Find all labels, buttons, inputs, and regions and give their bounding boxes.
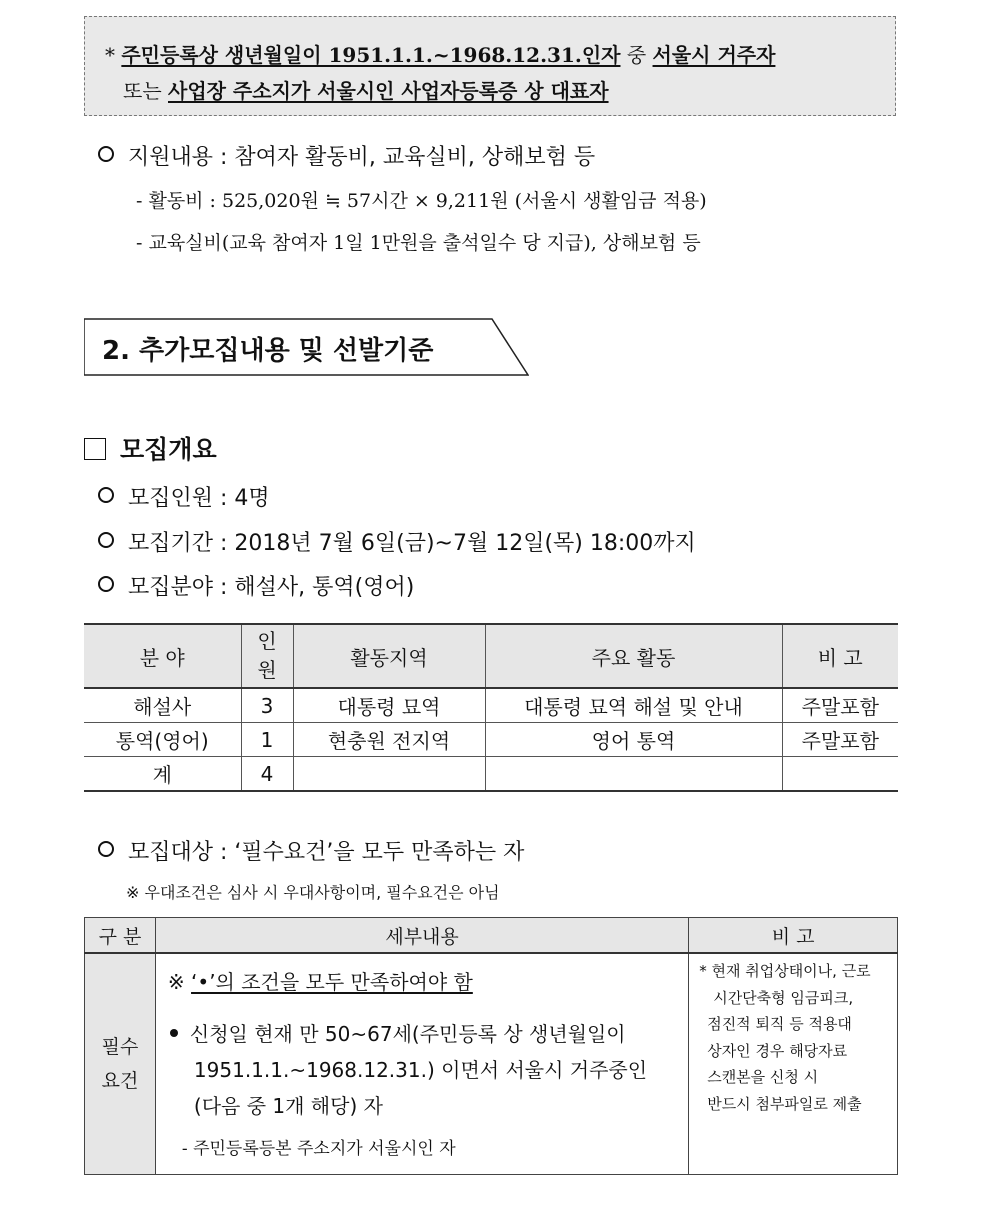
recruit-target-text: 모집대상 : ‘필수요건’을 모두 만족하는 자: [128, 840, 525, 865]
recruit-field-item: [98, 570, 414, 601]
circle-bullet-icon: [98, 146, 114, 162]
notice-seoul-resident: 서울시 거주자: [652, 43, 776, 67]
cell-field: 해설사: [84, 688, 241, 723]
details-cell: [155, 953, 688, 1175]
remark-line: * 현재 취업상태이나, 근로: [699, 962, 871, 980]
cell-empty: [485, 757, 782, 792]
table-row: [84, 723, 898, 757]
header-area: 활동지역: [293, 624, 485, 688]
reference-mark: ※: [167, 970, 192, 994]
circle-bullet-icon: [98, 576, 114, 592]
section-2-header: [84, 318, 529, 376]
category-cell: [85, 953, 156, 1175]
cell-area: 대통령 묘역: [293, 688, 485, 723]
section-2-title: 2. 추가모집내용 및 선발기준: [102, 336, 434, 366]
overview-heading-text: 모집개요: [120, 435, 217, 464]
square-bullet-icon: [84, 438, 106, 460]
residence-condition: - 주민등록등본 주소지가 서울시인 자: [181, 1139, 456, 1159]
cell-remark: 주말포함: [782, 688, 898, 723]
table-row: [85, 953, 898, 1175]
recruit-target-item: [98, 835, 524, 866]
notice-line-1: [105, 39, 775, 68]
recruit-count-item: [98, 481, 270, 512]
cell-total-label: 계: [84, 757, 241, 792]
education-fee-line: - 교육실비(교육 참여자 1일 1만원을 출석일수 당 지급), 상해보험 등: [136, 232, 701, 254]
recruit-field-text: 모집분야 : 해설사, 통역(영어): [128, 575, 415, 600]
table-total-row: [84, 757, 898, 792]
cell-activity: 대통령 묘역 해설 및 안내: [485, 688, 782, 723]
age-requirement-line-2: 1951.1.1.~1968.12.31.) 이면서 서울시 거주중인: [193, 1058, 648, 1082]
notice-conjunction: 중: [620, 43, 653, 67]
eligibility-notice-box: [84, 16, 896, 116]
cell-total-count: 4: [241, 757, 293, 792]
recruit-period-text: 모집기간 : 2018년 7월 6일(금)~7월 12일(목) 18:00까지: [128, 531, 696, 556]
notice-mark: *: [105, 43, 115, 67]
notice-line-2: [123, 75, 609, 104]
age-requirement-line-1: 신청일 현재 만 50~67세(주민등록 상 생년월일이: [189, 1022, 626, 1046]
cell-headcount: 3: [241, 688, 293, 723]
header-headcount-text: 인 원: [257, 629, 277, 682]
notice-birth-range: 주민등록상 생년월일이 1951.1.1.~1968.12.31.인자: [121, 43, 621, 67]
remark-cell: [689, 953, 898, 1175]
remark-line: 상자인 경우 해당자료: [707, 1041, 848, 1060]
remark-line: 반드시 첨부파일로 제출: [707, 1094, 862, 1113]
circle-bullet-icon: [98, 841, 114, 857]
cell-remark: 주말포함: [782, 723, 898, 757]
table-row: [84, 688, 898, 723]
notice-business-owner: 사업장 주소지가 서울시인 사업자등록증 상 대표자: [168, 79, 609, 103]
remark-line: 점진적 퇴직 등 적용대: [707, 1015, 852, 1033]
category-line-2: 요건: [101, 1070, 139, 1092]
category-line-1: 필수: [101, 1036, 139, 1058]
notice-or: 또는: [123, 79, 168, 103]
header-remark: 비 고: [689, 918, 898, 954]
recruit-period-item: [98, 526, 696, 557]
header-remark: 비 고: [782, 624, 898, 688]
header-headcount: [241, 624, 293, 688]
cell-headcount: 1: [241, 723, 293, 757]
preference-note: ※ 우대조건은 심사 시 우대사항이며, 필수요건은 아님: [126, 883, 500, 902]
remark-line: 스캔본을 신청 시: [707, 1068, 819, 1086]
support-content-label: 지원내용 : 참여자 활동비, 교육실비, 상해보험 등: [128, 145, 596, 170]
header-field: 분 야: [84, 624, 241, 688]
recruitment-table: [84, 623, 898, 792]
cell-empty: [782, 757, 898, 792]
remark-line: 시간단축형 임금피크,: [713, 988, 854, 1007]
condition-text: ‘•’의 조건을 모두 만족하여야 함: [191, 970, 473, 994]
header-category: 구 분: [85, 918, 156, 954]
age-requirement-line-3: (다음 중 1개 해당) 자: [193, 1094, 383, 1118]
table-header-row: [84, 624, 898, 688]
support-content-item: [98, 140, 595, 171]
circle-bullet-icon: [98, 487, 114, 503]
dot-bullet-icon: [170, 1029, 178, 1037]
header-details: 세부내용: [155, 918, 688, 954]
condition-line: [168, 966, 473, 995]
overview-heading: [84, 430, 217, 466]
cell-empty: [293, 757, 485, 792]
activity-fee-line: - 활동비 : 525,020원 ≒ 57시간 × 9,211원 (서울시 생활임금 적용): [136, 190, 707, 212]
table-header-row: [85, 918, 898, 954]
age-requirement: [170, 1018, 626, 1047]
requirements-table: [84, 917, 898, 1175]
recruit-count-text: 모집인원 : 4명: [128, 486, 270, 511]
cell-area: 현충원 전지역: [293, 723, 485, 757]
circle-bullet-icon: [98, 532, 114, 548]
header-activity: 주요 활동: [485, 624, 782, 688]
cell-activity: 영어 통역: [485, 723, 782, 757]
cell-field: 통역(영어): [84, 723, 241, 757]
